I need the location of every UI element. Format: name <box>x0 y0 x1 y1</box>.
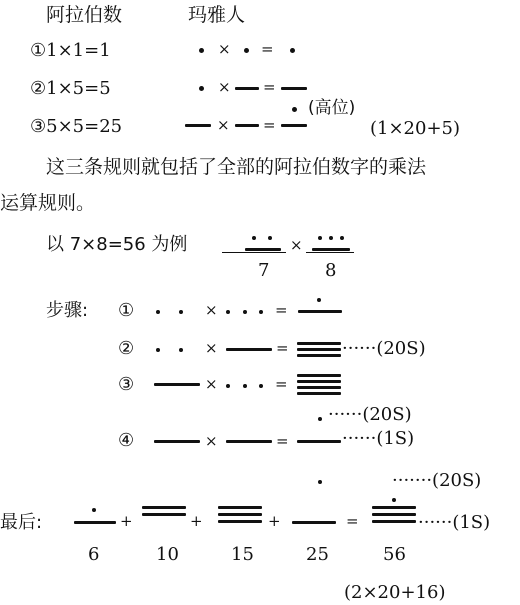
step-2-marker: ② <box>118 338 135 359</box>
maya-bar <box>298 310 342 313</box>
times-sign: × <box>205 432 218 450</box>
step-3-marker: ③ <box>118 374 135 395</box>
maya-dot <box>156 310 160 314</box>
maya-dot <box>318 417 322 421</box>
maya-bar <box>297 386 341 389</box>
plus-sign: + <box>268 512 281 530</box>
maya-bar <box>281 87 307 90</box>
rule-3-label: ③5×5=25 <box>30 116 123 137</box>
maya-dot <box>268 236 272 240</box>
underline <box>306 252 354 253</box>
rule-3-note: (高位) <box>308 98 356 118</box>
maya-dot <box>259 384 263 388</box>
maya-bar <box>218 506 262 509</box>
plus-sign: + <box>120 512 133 530</box>
maya-dot <box>392 498 396 502</box>
rule-2-label: ②1×5=5 <box>30 78 111 99</box>
maya-bar <box>154 383 200 386</box>
maya-dot <box>226 384 230 388</box>
times-sign: × <box>218 40 231 58</box>
final-value-10: 10 <box>156 544 179 565</box>
maya-dot <box>329 236 333 240</box>
maya-dot <box>317 298 321 302</box>
maya-dot <box>252 236 256 240</box>
paragraph-line-2: 运算规则。 <box>0 192 96 214</box>
maya-bar <box>372 506 416 509</box>
maya-bar <box>235 124 259 127</box>
times-sign: × <box>290 236 303 254</box>
maya-dot <box>259 310 263 314</box>
maya-bar <box>218 513 262 516</box>
times-sign: × <box>205 301 218 319</box>
header-maya: 玛雅人 <box>188 4 246 26</box>
paragraph-line-1: 这三条规则就包括了全部的阿拉伯数字的乘法 <box>46 156 427 178</box>
final-value-56: 56 <box>383 544 406 565</box>
rule-1-label: ①1×1=1 <box>30 40 111 61</box>
maya-bar <box>297 392 341 395</box>
example-label-8: 8 <box>325 260 337 281</box>
steps-label: 步骤: <box>46 300 89 321</box>
equals-sign: = <box>263 78 276 96</box>
equals-sign: = <box>276 432 289 450</box>
underline <box>222 252 286 253</box>
example-label-7: 7 <box>258 260 270 281</box>
maya-bar <box>372 513 416 516</box>
equals-sign: = <box>263 116 276 134</box>
maya-dot <box>199 86 204 91</box>
step-4-marker: ④ <box>118 430 135 451</box>
maya-bar <box>297 374 341 377</box>
final-value-25: 25 <box>306 544 329 565</box>
maya-dot <box>290 48 295 53</box>
maya-dot <box>318 480 322 484</box>
step-4-bottom-tail: ·······(20S) <box>392 470 482 491</box>
maya-dot <box>243 310 247 314</box>
final-value-6: 6 <box>88 544 100 565</box>
step-4-mid-tail: ······(1S) <box>342 428 415 449</box>
maya-bar <box>372 520 416 523</box>
maya-dot <box>340 236 344 240</box>
times-sign: × <box>205 375 218 393</box>
step-1-marker: ① <box>118 300 135 321</box>
maya-dot <box>244 48 249 53</box>
maya-bar <box>297 348 341 351</box>
plus-sign: + <box>190 512 203 530</box>
equals-sign: = <box>276 339 289 357</box>
maya-bar <box>226 440 272 443</box>
times-sign: × <box>218 78 231 96</box>
maya-dot <box>292 107 297 112</box>
equals-sign: = <box>275 301 288 319</box>
maya-dot <box>92 508 96 512</box>
example-intro: 以 7×8=56 为例 <box>46 234 188 255</box>
maya-bar <box>142 513 186 516</box>
maya-dot <box>226 310 230 314</box>
step-2-tail: ······(20S) <box>342 338 426 359</box>
final-label: 最后: <box>0 512 43 533</box>
maya-bar <box>235 87 259 90</box>
times-sign: × <box>205 339 218 357</box>
maya-bar <box>74 521 116 524</box>
final-calc: (2×20+16) <box>344 582 446 603</box>
maya-bar <box>297 380 341 383</box>
final-tail: ······(1S) <box>418 512 491 533</box>
maya-dot <box>199 48 204 53</box>
maya-bar <box>297 342 341 345</box>
maya-dot <box>156 348 160 352</box>
equals-sign: = <box>261 40 274 58</box>
maya-bar <box>218 520 262 523</box>
final-value-15: 15 <box>231 544 254 565</box>
maya-bar <box>226 348 272 351</box>
maya-dot <box>243 384 247 388</box>
maya-dot <box>179 310 183 314</box>
maya-bar <box>297 440 341 443</box>
maya-bar <box>185 124 211 127</box>
times-sign: × <box>217 116 230 134</box>
maya-bar <box>292 521 336 524</box>
rule-3-calc: (1×20+5) <box>370 118 461 139</box>
maya-dot <box>179 348 183 352</box>
maya-bar <box>154 440 200 443</box>
maya-bar <box>312 248 350 251</box>
maya-bar <box>142 506 186 509</box>
step-4-top-tail: ······(20S) <box>328 404 412 425</box>
maya-bar <box>245 248 281 251</box>
maya-bar <box>281 124 307 127</box>
maya-bar <box>297 354 341 357</box>
maya-dot <box>318 236 322 240</box>
equals-sign: = <box>346 512 359 530</box>
header-arabic: 阿拉伯数 <box>46 4 123 26</box>
equals-sign: = <box>275 375 288 393</box>
